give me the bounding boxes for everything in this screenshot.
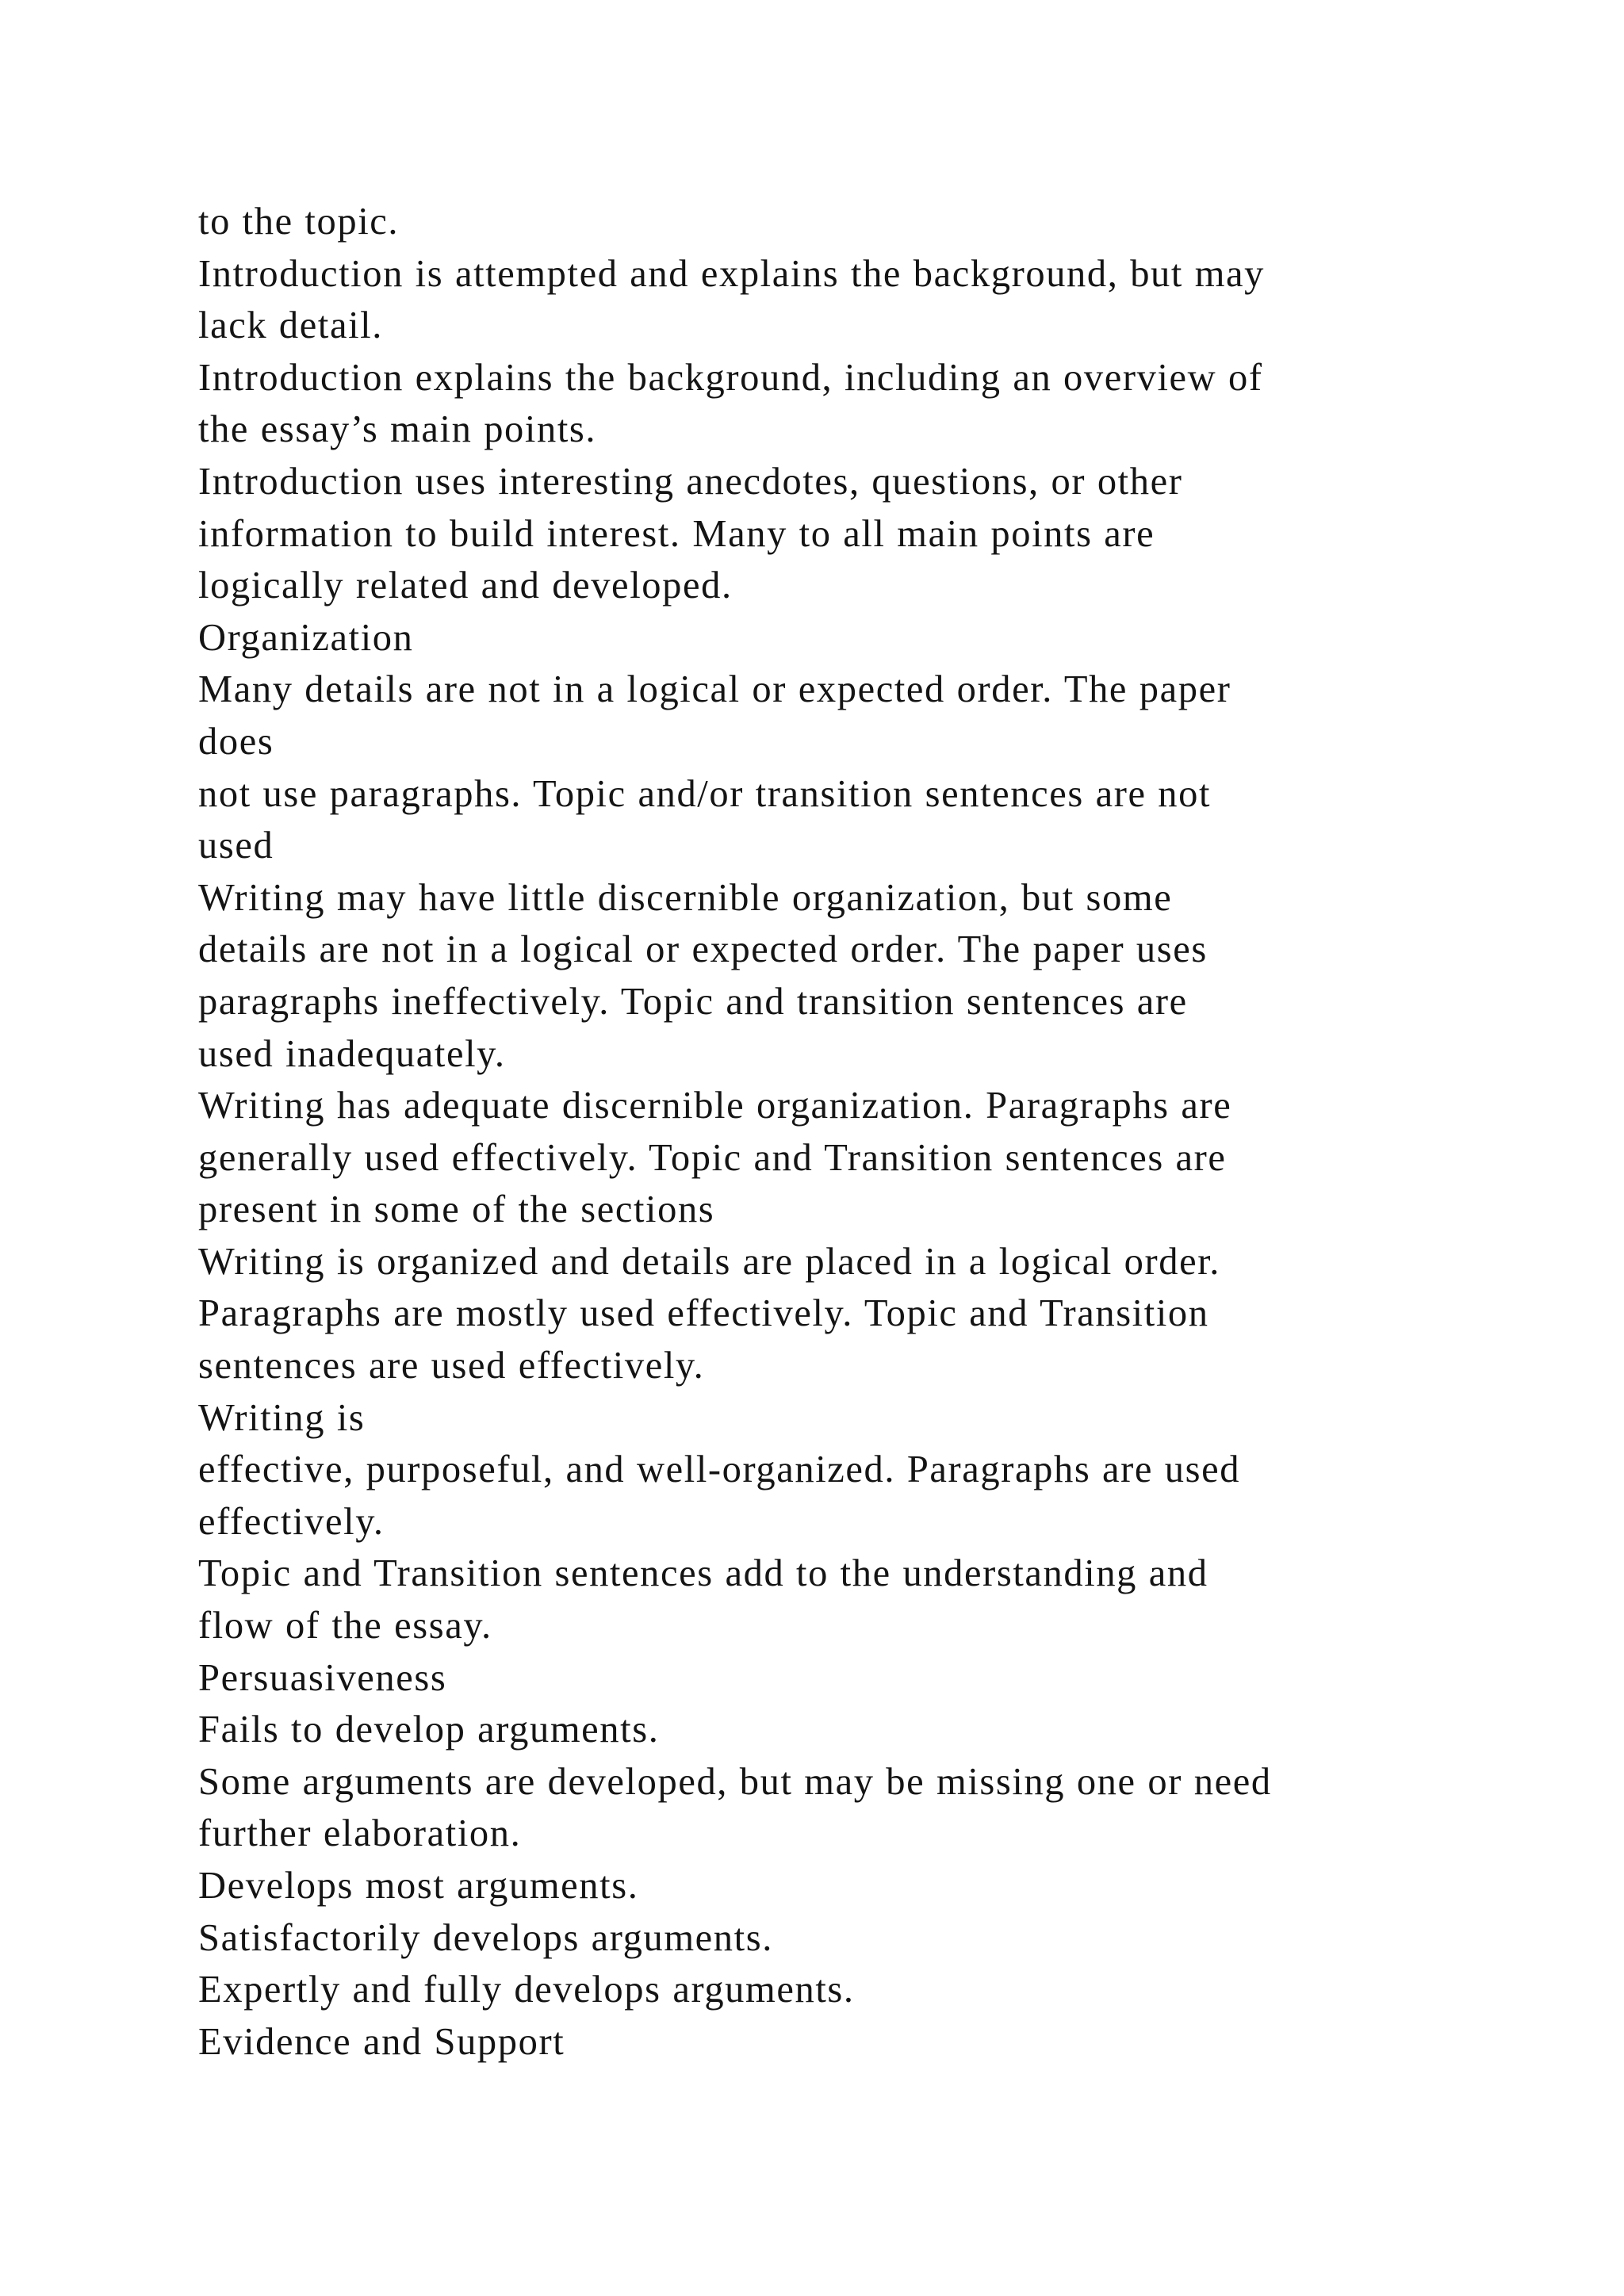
text-line: flow of the essay. (198, 1605, 492, 1647)
text-line: effective, purposeful, and well-organized. Paragraphs are used (198, 1448, 1241, 1491)
text-line: does (198, 720, 274, 763)
text-line: used inadequately. (198, 1032, 506, 1075)
text-line: logically related and developed. (198, 564, 733, 607)
text-line: Expertly and fully develops arguments. (198, 1969, 855, 2011)
text-line: Writing has adequate discernible organization. Paragraphs are (198, 1085, 1232, 1127)
text-line: Develops most arguments. (198, 1865, 639, 1907)
text-line: present in some of the sections (198, 1188, 715, 1231)
text-line: Writing may have little discernible organization, but some (198, 876, 1173, 919)
text-line: Many details are not in a logical or expected order. The paper (198, 668, 1231, 711)
text-line: Introduction uses interesting anecdotes, questions, or other (198, 460, 1183, 503)
text-line: used (198, 825, 274, 867)
text-line: generally used effectively. Topic and Transition sentences are (198, 1136, 1227, 1179)
text-line: Topic and Transition sentences add to the understanding and (198, 1552, 1208, 1595)
section-heading-persuasiveness: Persuasiveness (198, 1656, 447, 1699)
text-line: lack detail. (198, 304, 383, 347)
text-line: paragraphs ineffectively. Topic and transition sentences are (198, 980, 1188, 1023)
section-heading-organization: Organization (198, 616, 414, 659)
text-line: sentences are used effectively. (198, 1345, 705, 1387)
text-line: Introduction explains the background, including an overview of (198, 356, 1263, 399)
text-line: Writing is organized and details are placed in a logical order. (198, 1240, 1221, 1283)
text-line: Introduction is attempted and explains the background, but may (198, 252, 1265, 295)
text-line: further elaboration. (198, 1812, 522, 1855)
section-heading-evidence-and-support: Evidence and Support (198, 2020, 565, 2063)
text-line: details are not in a logical or expected order. The paper uses (198, 928, 1208, 971)
text-line: Satisfactorily develops arguments. (198, 1916, 773, 1959)
text-line: Paragraphs are mostly used effectively. Topic and Transition (198, 1292, 1209, 1335)
text-line: Fails to develop arguments. (198, 1709, 660, 1751)
document-text (198, 196, 1546, 2068)
text-line: the essay’s main points. (198, 408, 597, 451)
text-line: Some arguments are developed, but may be missing one or need (198, 1760, 1272, 1803)
text-line: effectively. (198, 1500, 385, 1543)
text-line: not use paragraphs. Topic and/or transition sentences are not (198, 772, 1212, 815)
text-line: Writing is (198, 1396, 366, 1439)
text-line: to the topic. (198, 201, 400, 243)
text-line: information to build interest. Many to all main points are (198, 512, 1155, 555)
